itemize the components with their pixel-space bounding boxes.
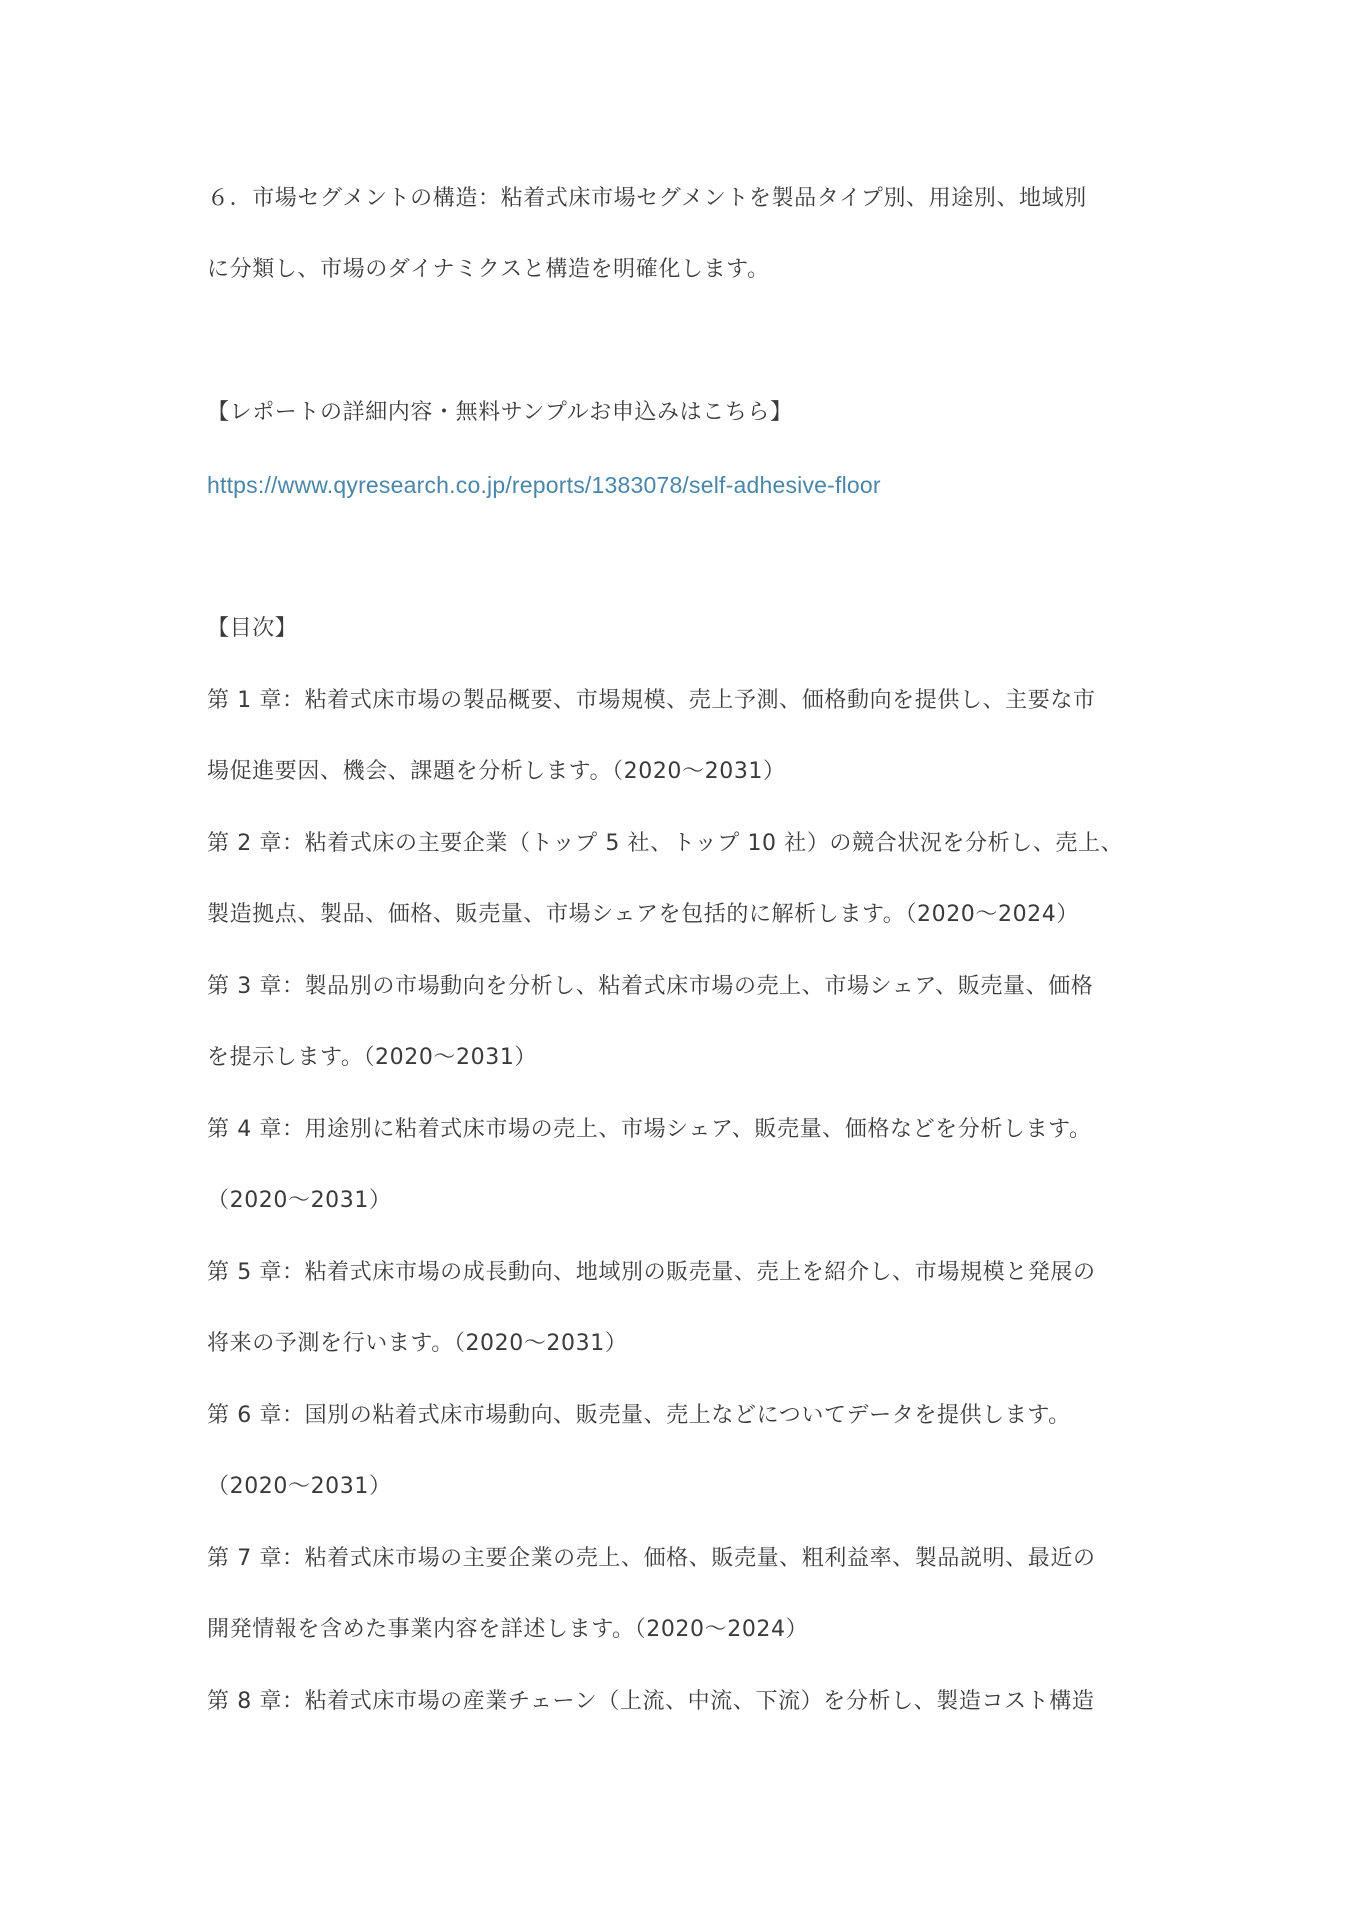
toc-line: 第 2 章：粘着式床の主要企業（トップ 5 社、トップ 10 社）の競合状況を分析し、売上、 <box>207 831 1124 856</box>
toc-line: 第 5 章：粘着式床市場の成長動向、地域別の販売量、売上を紹介し、市場規模と発展の <box>207 1260 1096 1285</box>
toc-line: 将来の予測を行います。（2020～2031） <box>207 1331 628 1356</box>
toc-line: 第 4 章：用途別に粘着式床市場の売上、市場シェア、販売量、価格などを分析します。 <box>207 1117 1092 1142</box>
toc-line: （2020～2031） <box>207 1474 392 1499</box>
toc-line: 開発情報を含めた事業内容を詳述します。（2020～2024） <box>207 1617 809 1642</box>
toc-line: 第 7 章：粘着式床市場の主要企業の売上、価格、販売量、粗利益率、製品説明、最近の <box>207 1546 1096 1571</box>
toc-line: 第 6 章：国別の粘着式床市場動向、販売量、売上などについてデータを提供します。 <box>207 1403 1071 1428</box>
toc-heading: 【目次】 <box>207 616 298 641</box>
toc-line: （2020～2031） <box>207 1188 392 1213</box>
report-details-heading: 【レポートの詳細内容・無料サンプルお申込みはこちら】 <box>207 400 793 425</box>
section-6-line-1: ６．市場セグメントの構造：粘着式床市場セグメントを製品タイプ別、用途別、地域別 <box>207 186 1087 211</box>
section-6-line-2: に分類し、市場のダイナミクスと構造を明確化します。 <box>207 257 770 282</box>
toc-line: 場促進要因、機会、課題を分析します。（2020～2031） <box>207 759 786 784</box>
toc-line: 第 8 章：粘着式床市場の産業チェーン（上流、中流、下流）を分析し、製造コスト構造 <box>207 1689 1095 1714</box>
toc-line: 第 1 章：粘着式床市場の製品概要、市場規模、売上予測、価格動向を提供し、主要な市 <box>207 688 1096 713</box>
report-url-line <box>207 470 1167 502</box>
toc-line: 第 3 章：製品別の市場動向を分析し、粘着式床市場の売上、市場シェア、販売量、価格 <box>207 974 1094 999</box>
report-url-link[interactable]: https://www.qyresearch.co.jp/reports/1383078/self-adhesive-floor <box>207 472 881 498</box>
toc-line: を提示します。（2020～2031） <box>207 1045 538 1070</box>
toc-line: 製造拠点、製品、価格、販売量、市場シェアを包括的に解析します。（2020～2024） <box>207 902 1079 927</box>
